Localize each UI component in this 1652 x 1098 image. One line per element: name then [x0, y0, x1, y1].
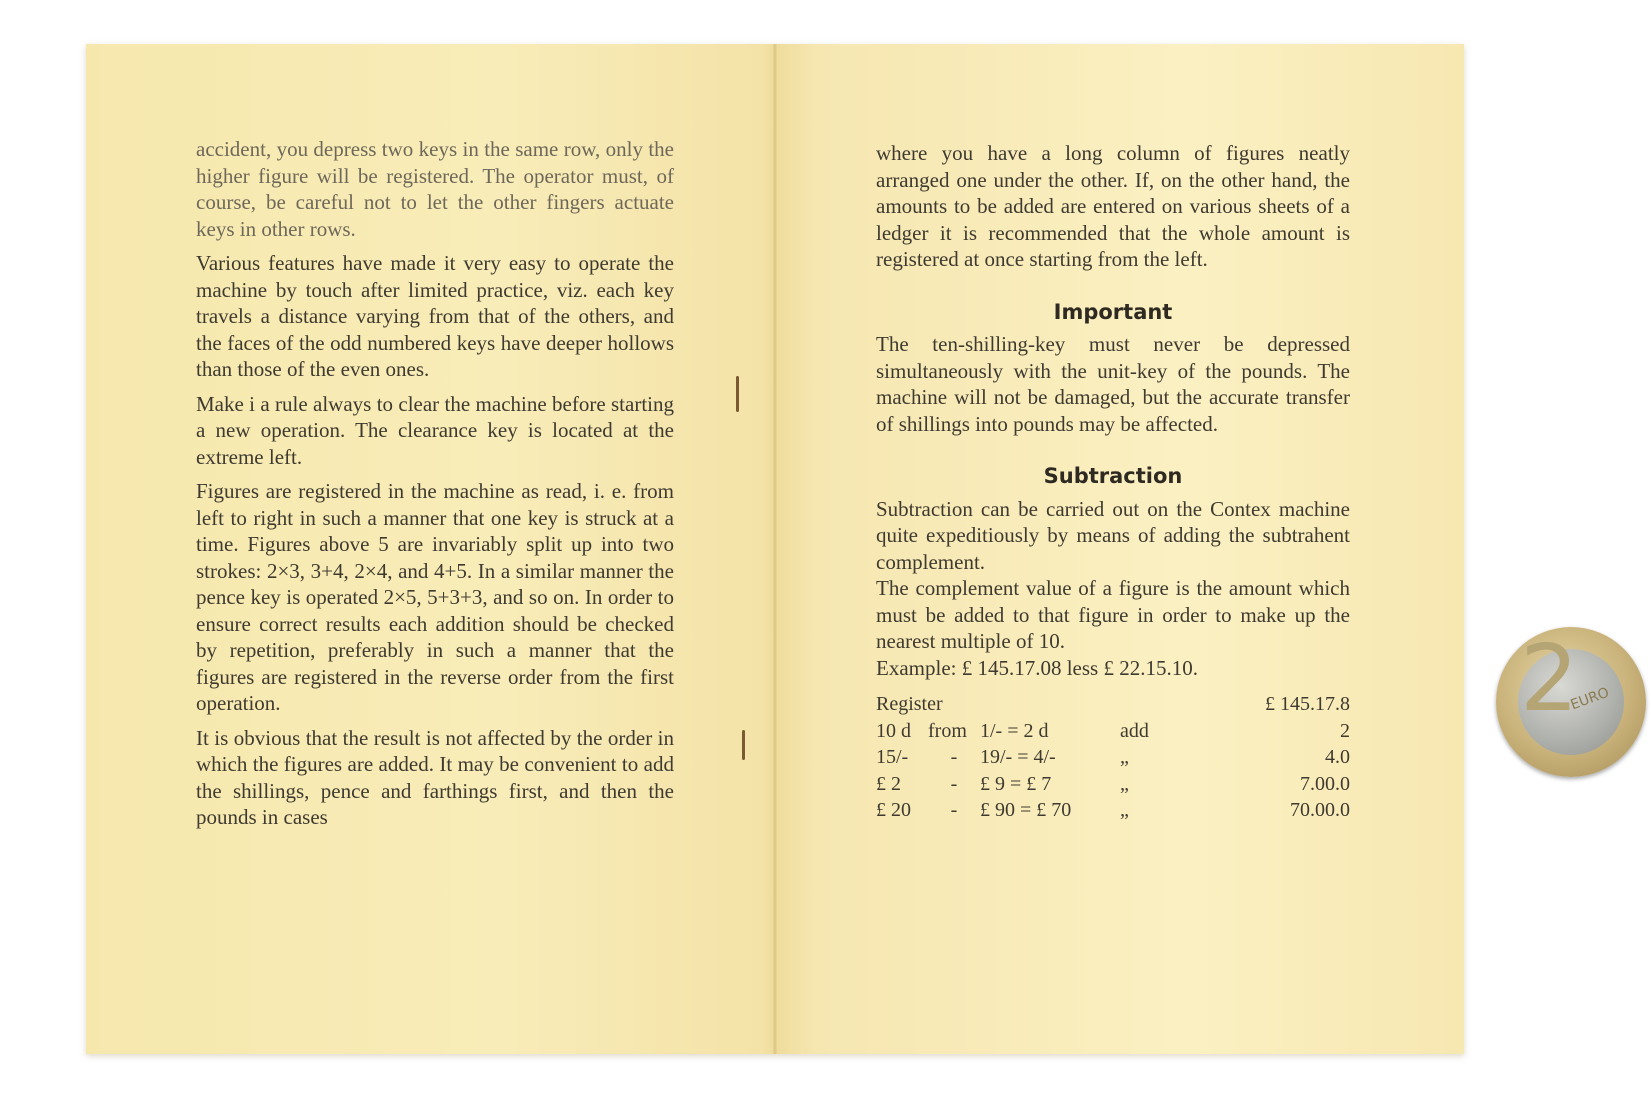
row-action: „ — [1120, 772, 1129, 795]
row-connector: - — [950, 772, 958, 795]
row-operation: 1/- = 2 d — [980, 719, 1049, 742]
row-amount: 7.00.0 — [1300, 772, 1350, 795]
row-action: „ — [1120, 799, 1129, 821]
row-connector: - — [950, 799, 958, 821]
row-amount: £ 145.17.8 — [1265, 693, 1350, 715]
center-fold — [773, 44, 777, 1054]
two-euro-coin — [1496, 627, 1646, 777]
coin-euro-text: EURO — [1568, 684, 1612, 714]
row-label: Register — [876, 693, 943, 715]
staple-top — [736, 376, 739, 412]
row-operation: £ 90 = £ 70 — [980, 799, 1072, 821]
row-amount: 4.0 — [1325, 746, 1350, 768]
row-label: £ 2 — [876, 772, 901, 795]
subtraction-heading: Subtraction — [1043, 464, 1183, 488]
table-row — [876, 797, 1350, 824]
row-action — [1120, 691, 1178, 718]
row-operation — [980, 691, 1120, 718]
left-paragraph-4: Figures are registered in the machine as read, i. e. from left to right in such a manner that one key is struck at a time. Figures above 5 are invariably split up into two strokes: 2×3, 3+4, 2×4, and 4+5. In a similar manner the pence key is operated 2×5, 5+3+3, and so on. In order to ensure correct results each addition should be checked by repetition, preferably in such a manner that the figures are registered in the reverse order from the first operation. — [196, 479, 674, 715]
subtraction-paragraph: Subtraction can be carried out on the Contex machine quite expeditiously by means of adding the subtrahent complement. — [876, 496, 1350, 574]
row-operation: 19/- = 4/- — [980, 746, 1056, 768]
row-connector: from — [928, 719, 967, 742]
coin-denomination: 2 — [1520, 625, 1579, 732]
row-connector: - — [950, 746, 958, 768]
booklet — [86, 44, 1464, 1054]
right-page — [876, 140, 1350, 824]
row-amount: 70.00.0 — [1290, 799, 1350, 821]
complement-paragraph: The complement value of a figure is the amount which must be added to that figure in order to make up the nearest multiple of 10. — [876, 576, 1350, 653]
table-row — [876, 691, 1350, 718]
right-intro-paragraph: where you have a long column of figures neatly arranged one under the other. If, on the other hand, the amounts to be added are entered on various sheets of a ledger it is recommended that the whole amount is registered at once starting from the left. — [876, 141, 1350, 271]
important-heading: Important — [1053, 299, 1173, 324]
staple-bottom — [742, 730, 745, 760]
row-action: add — [1120, 719, 1149, 742]
row-amount: 2 — [1340, 719, 1350, 742]
left-paragraph-3: Make i a rule always to clear the machine before starting a new operation. The clearance key is located at the extreme left. — [196, 391, 674, 469]
row-label: 15/- — [876, 746, 909, 768]
row-label: 10 d — [876, 719, 911, 742]
important-paragraph: The ten-shilling-key must never be depressed simultaneously with the unit-key of the pounds. The machine will not be damaged, but the accurate transfer of shillings into pounds may be affected. — [876, 332, 1350, 436]
row-action: „ — [1120, 746, 1129, 768]
left-paragraph-5: It is obvious that the result is not affected by the order in which the figures are added. It may be convenient to add the shillings, pence and farthings first, and then the pounds in cases — [196, 725, 674, 829]
table-row — [876, 718, 1350, 745]
table-row — [876, 771, 1350, 798]
row-operation: £ 9 = £ 7 — [980, 772, 1052, 795]
row-label: £ 20 — [876, 799, 911, 821]
table-row — [876, 744, 1350, 771]
left-paragraph-1: accident, you depress two keys in the same row, only the higher figure will be registered. The operator must, of course, be careful not to let the other fingers actuate keys in other rows. — [196, 137, 674, 241]
register-table — [876, 691, 1350, 824]
example-line: Example: £ 145.17.08 less £ 22.15.10. — [876, 655, 1198, 680]
left-paragraph-2: Various features have made it very easy to operate the machine by touch after limited practice, viz. each key travels a distance varying from that of the others, and the faces of the odd numbered keys have deeper hollows than those of the even ones. — [196, 251, 674, 381]
left-page — [196, 136, 674, 839]
